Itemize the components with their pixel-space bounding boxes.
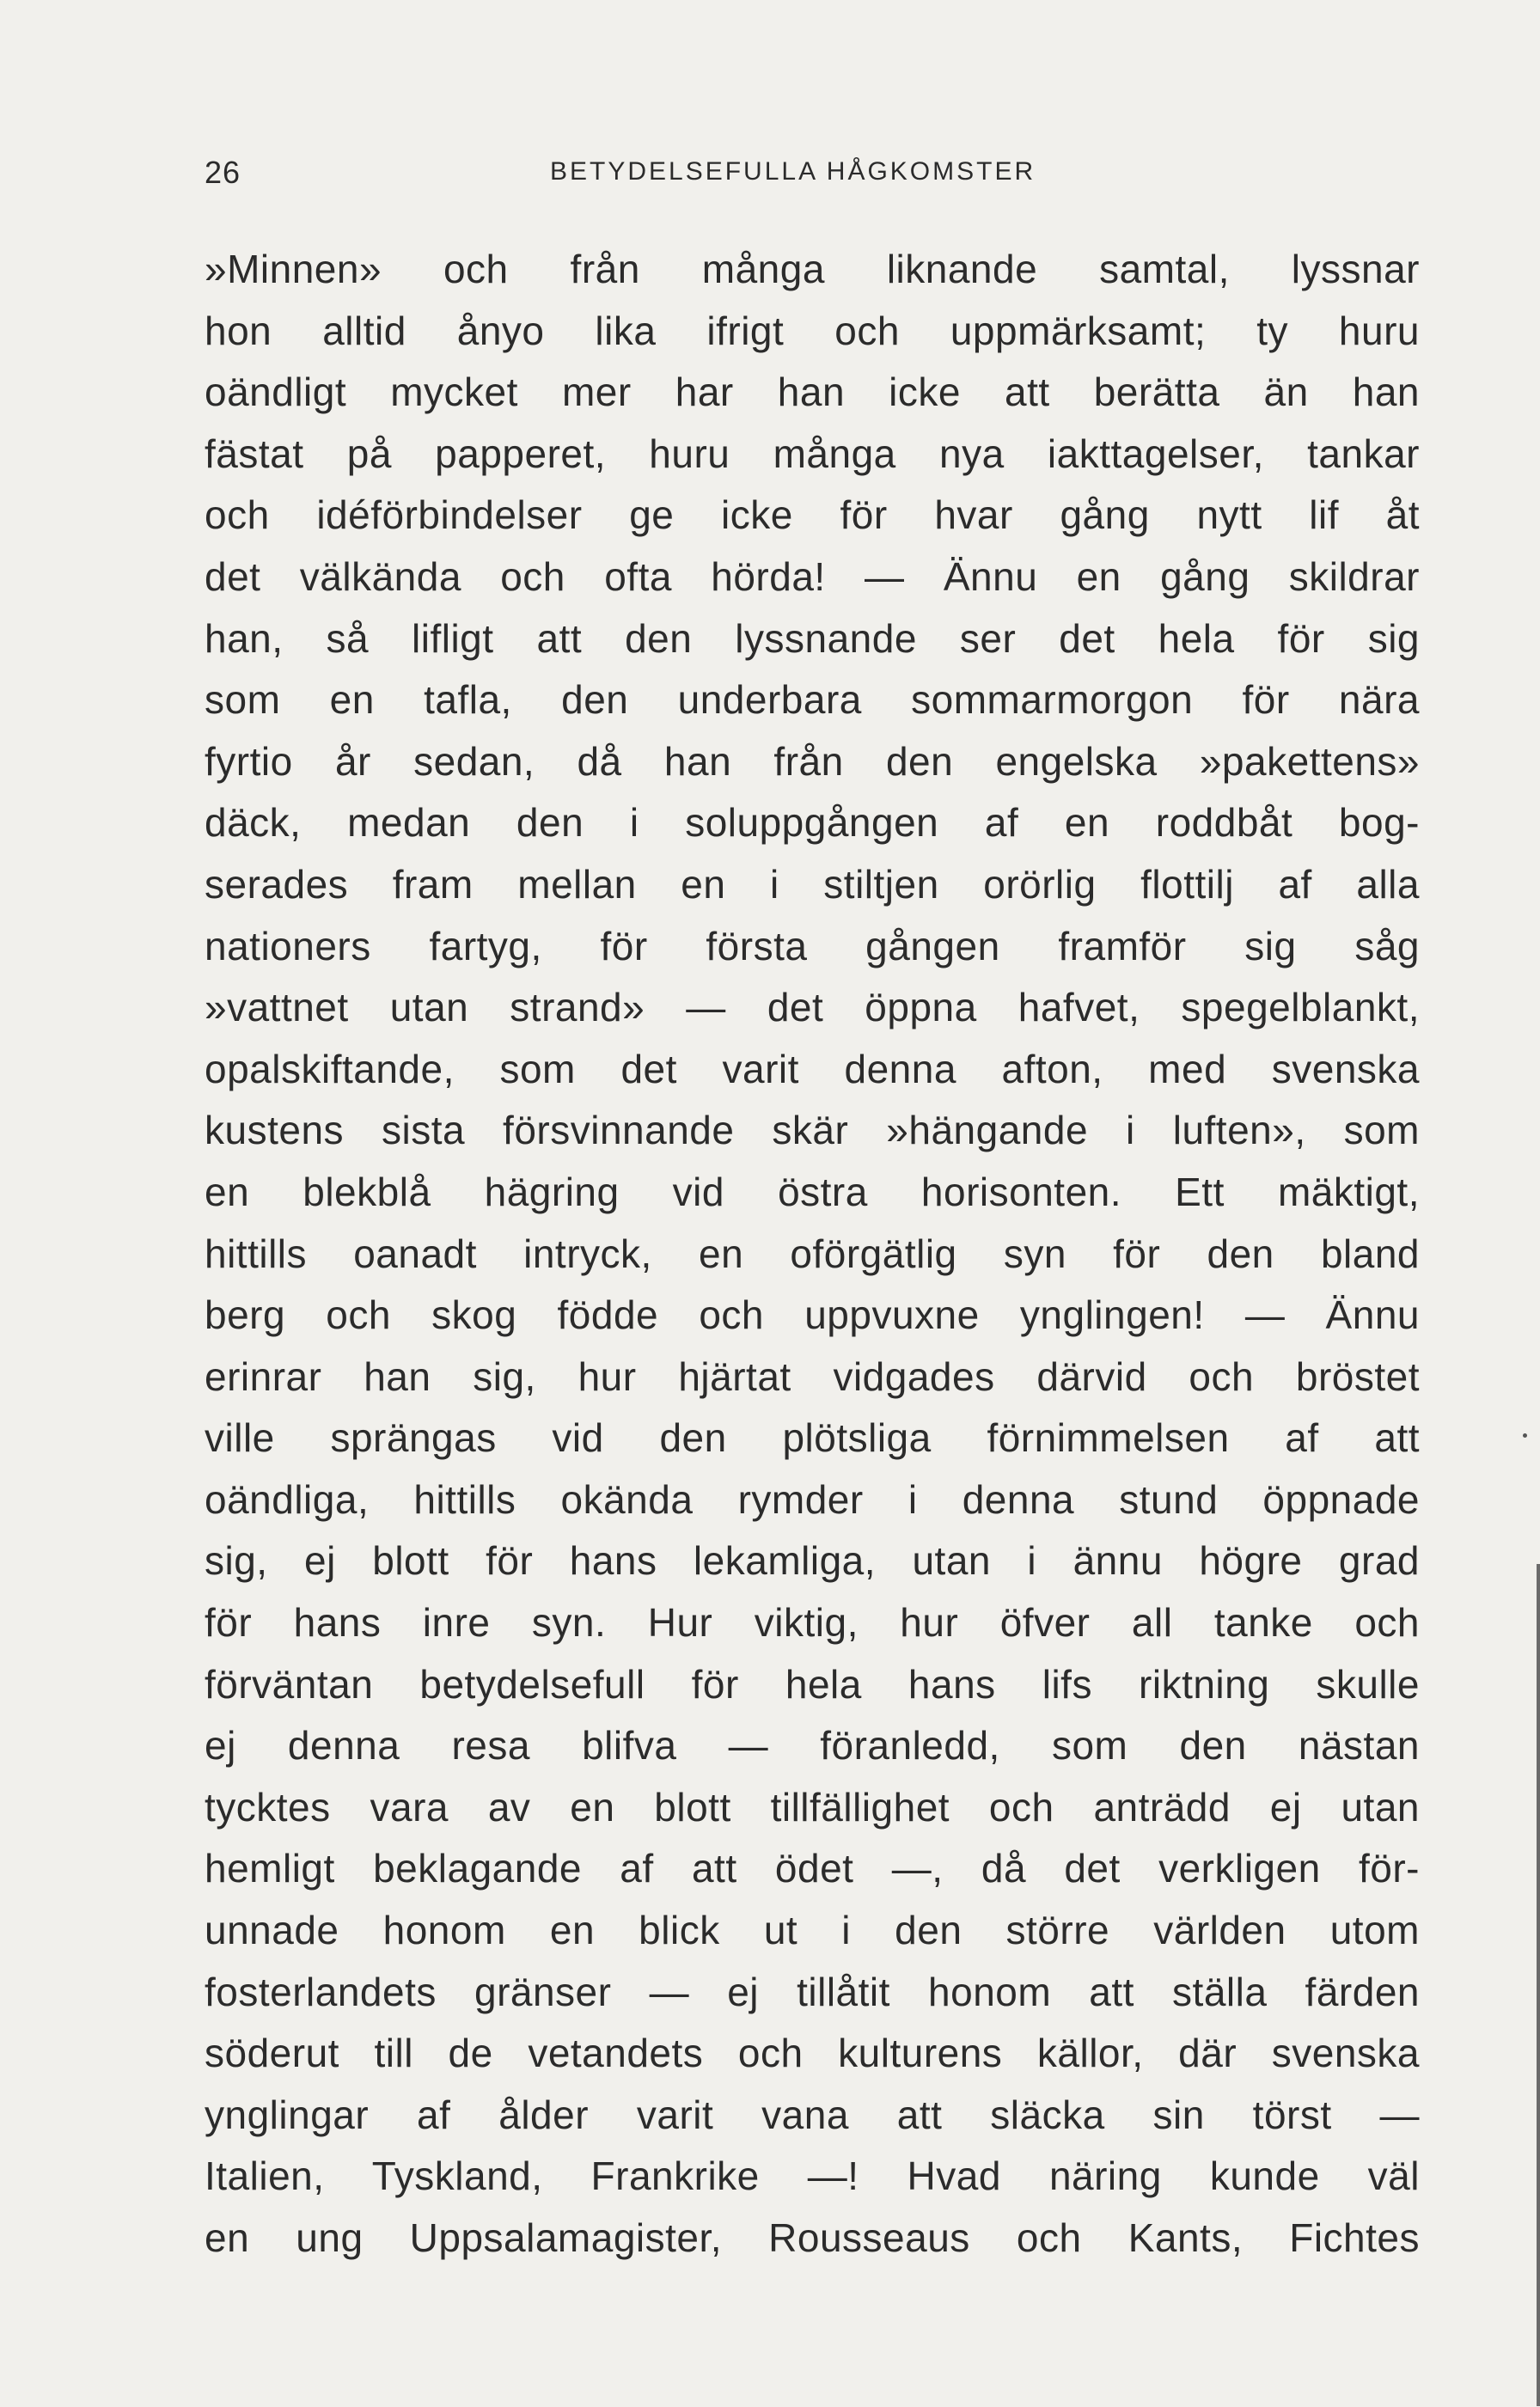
text-line: hittills oanadt intryck, en oförgätlig syn för den bland bbox=[205, 1231, 1420, 1276]
text-line: opalskiftande, som det varit denna afton, med svenska bbox=[205, 1046, 1420, 1091]
text-line: »Minnen» och från många liknande samtal, lyssnar bbox=[205, 247, 1420, 291]
text-line: ej denna resa blifva — föranledd, som den nästan bbox=[205, 1723, 1420, 1769]
text-line: tycktes vara av en blott tillfällighet och anträdd ej utan bbox=[205, 1784, 1420, 1830]
text-line: oändliga, hittills okända rymder i denna stund öppnade bbox=[205, 1476, 1420, 1522]
text-line: oändligt mycket mer har han icke att berätta än han bbox=[205, 370, 1420, 415]
text-line: Italien, Tyskland, Frankrike —! Hvad näring kunde väl bbox=[205, 2153, 1420, 2199]
text-line: för hans inre syn. Hur viktig, hur öfver all tanke och bbox=[205, 1600, 1420, 1646]
text-line: erinrar han sig, hur hjärtat vidgades därvid och bröstet bbox=[205, 1353, 1420, 1399]
text-line: fästat på papperet, huru många nya iakttagelser, tankar bbox=[205, 431, 1420, 476]
text-line: hemligt beklagande af att ödet —, då det verkligen för- bbox=[205, 1846, 1420, 1891]
text-line: serades fram mellan en i stiltjen orörlig flottilj af alla bbox=[205, 861, 1420, 907]
text-line: söderut till de vetandets och kulturens källor, där svenska bbox=[205, 2031, 1420, 2076]
text-line: en ung Uppsalamagister, Rousseaus och Kants, Fichtes bbox=[205, 2215, 1420, 2260]
text-line: unnade honom en blick ut i den större världen utom bbox=[205, 1908, 1420, 1953]
body-text bbox=[205, 239, 1420, 2270]
text-line: en blekblå hägring vid östra horisonten. Ett mäktigt, bbox=[205, 1169, 1420, 1214]
text-line: sig, ej blott för hans lekamliga, utan i ännu högre grad bbox=[205, 1538, 1420, 1584]
scan-speck bbox=[1523, 1433, 1527, 1438]
text-line: det välkända och ofta hörda! — Ännu en gång skildrar bbox=[205, 553, 1420, 599]
text-line: ynglingar af ålder varit vana att släcka sin törst — bbox=[205, 2092, 1420, 2137]
text-line: ville sprängas vid den plötsliga förnimmelsen af att bbox=[205, 1415, 1420, 1461]
text-line: berg och skog födde och uppvuxne ynglingen! — Ännu bbox=[205, 1292, 1420, 1338]
text-line: fyrtio år sedan, då han från den engelska »pakettens» bbox=[205, 738, 1420, 784]
page-number: 26 bbox=[205, 155, 241, 190]
running-title: BETYDELSEFULLA HÅGKOMSTER bbox=[550, 157, 1036, 186]
text-line: kustens sista försvinnande skär »hängande i luften», som bbox=[205, 1108, 1420, 1153]
text-line: hon alltid ånyo lika ifrigt och uppmärksamt; ty huru bbox=[205, 308, 1420, 353]
text-line: fosterlandets gränser — ej tillåtit honom att ställa färden bbox=[205, 1969, 1420, 2014]
page-edge-shadow bbox=[1537, 1564, 1540, 2406]
text-line: »vattnet utan strand» — det öppna hafvet, spegelblankt, bbox=[205, 985, 1420, 1030]
text-line: och idéförbindelser ge icke för hvar gång nytt lif åt bbox=[205, 492, 1420, 538]
text-line: däck, medan den i soluppgången af en roddbåt bog- bbox=[205, 800, 1420, 846]
text-line: förväntan betydelsefull för hela hans lifs riktning skulle bbox=[205, 1661, 1420, 1707]
text-line: som en tafla, den underbara sommarmorgon för nära bbox=[205, 677, 1420, 723]
text-line: nationers fartyg, för första gången framför sig såg bbox=[205, 923, 1420, 968]
text-line: han, så lifligt att den lyssnande ser det hela för sig bbox=[205, 615, 1420, 661]
